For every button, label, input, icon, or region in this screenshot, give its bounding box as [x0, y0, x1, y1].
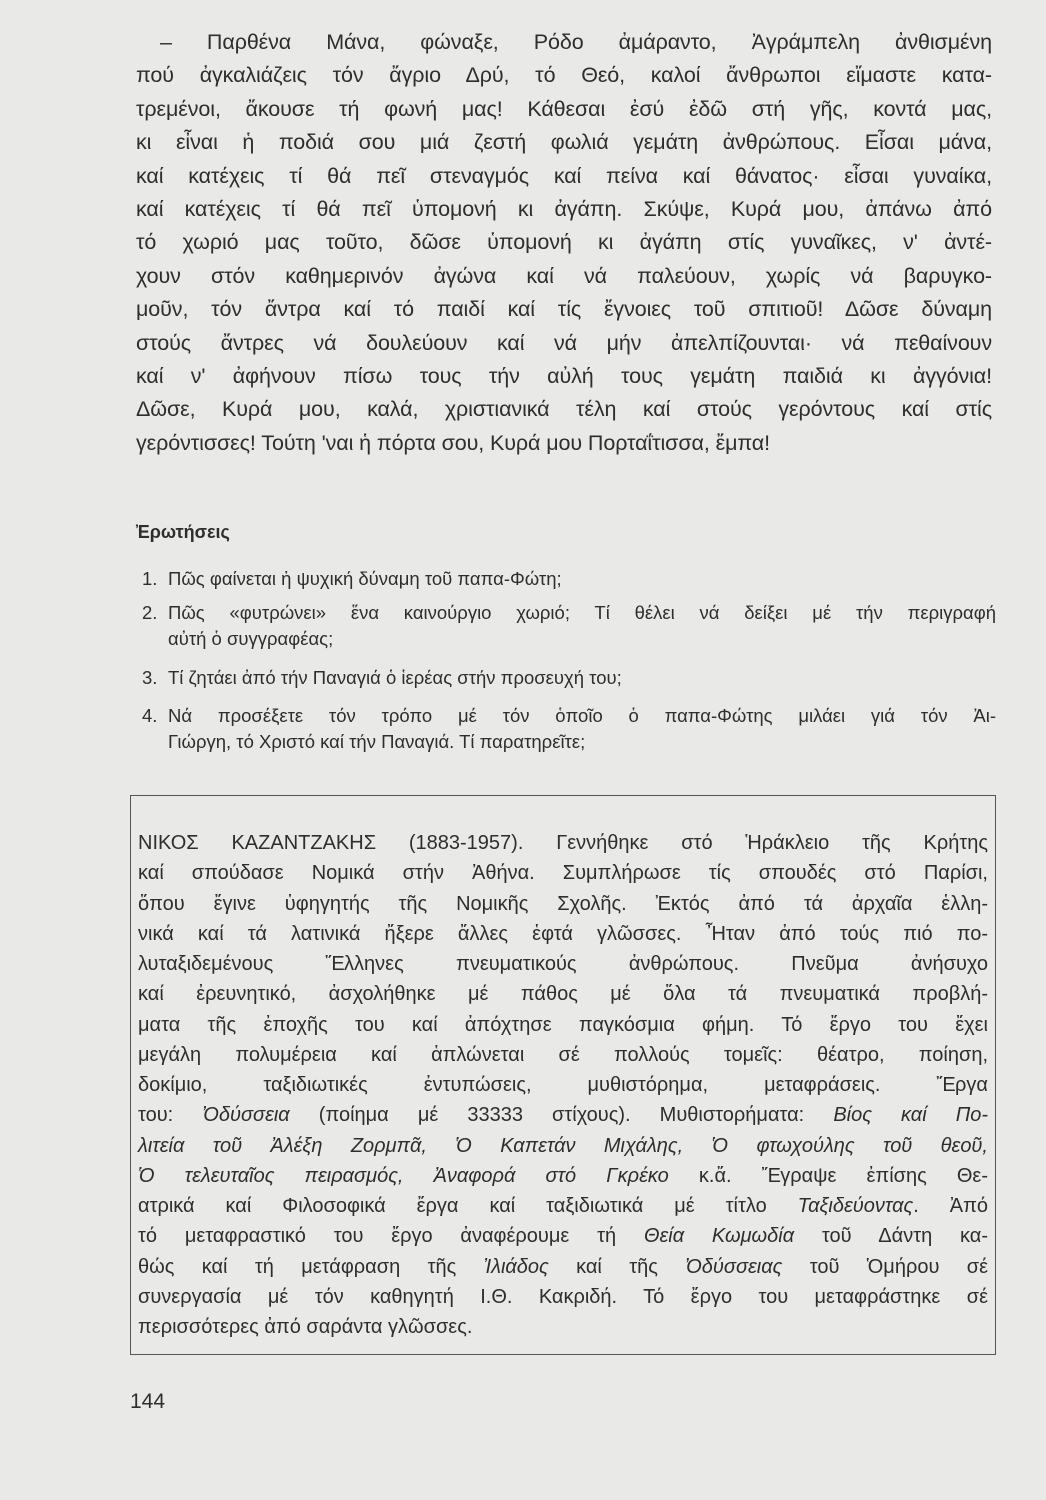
bio-text: μεγάλη πολυμέρεια καί ἁπλώνεται σέ πολλούς τομεῖς: θέατρο, ποίηση,: [138, 1043, 988, 1066]
bio-line: [138, 1135, 988, 1158]
text-line: Δῶσε, Κυρά μου, καλά, χριστιανικά τέλη καί στούς γερόντους καί στίς: [136, 397, 992, 422]
bio-line: [138, 1074, 988, 1097]
question-text: αὐτή ὁ συγγραφέας;: [168, 628, 334, 649]
question-text: Πῶς φαίνεται ἡ ψυχική δύναμη τοῦ παπα-Φώτη;: [168, 568, 562, 589]
text-line: τό χωριό μας τοῦτο, δῶσε ὑπομονή κι ἀγάπη στίς γυναῖκες, ν' ἀντέ-: [136, 230, 992, 255]
question-number: 1.: [142, 568, 158, 589]
bio-line: [138, 1316, 988, 1339]
bio-text: ὅπου ἔγινε ὑφηγητής τῆς Νομικῆς Σχολῆς. Ἐκτός ἀπό τά ἀρχαῖα ἑλλη-: [138, 892, 988, 915]
bio-line: [138, 1256, 988, 1279]
bio-text: δοκίμιο, ταξιδιωτικές ἐντυπώσεις, μυθιστόρημα, μεταφράσεις. Ἔργα: [138, 1074, 988, 1096]
bio-line: [138, 1104, 988, 1127]
bio-text: καί σπούδασε Νομικά στήν Ἀθήνα. Συμπλήρωσε τίς σπουδές στό Παρίσι,: [138, 862, 988, 885]
bio-line: [138, 983, 988, 1006]
work-title: Ἰλιάδος: [483, 1255, 549, 1278]
question-text: Τί ζητάει ἀπό τήν Παναγιά ὁ ἱερέας στήν προσευχή του;: [168, 667, 622, 688]
work-title: λιτεία τοῦ Ἀλέξη Ζορμπᾶ, Ὁ Καπετάν Μιχάλης, Ὁ φτωχούλης τοῦ θεοῦ,: [138, 1134, 988, 1157]
question-text: Γιώργη, τό Χριστό καί τήν Παναγιά. Τί παρατηρεῖτε;: [168, 731, 586, 752]
bio-text: κ.ἄ. Ἔγραψε ἐπίσης Θε-: [668, 1164, 988, 1187]
text-line: γερόντισσες! Τούτη 'ναι ἡ πόρτα σου, Κυρά μου Πορταΐτισσα, ἔμπα!: [136, 430, 771, 455]
bio-line: [138, 1195, 988, 1218]
work-title: Ὁ τελευταῖος πειρασμός, Ἀναφορά στό Γκρέκο: [138, 1164, 669, 1187]
bio-text: ατρικά καί Φιλοσοφικά ἔργα καί ταξιδιωτικά μέ τίτλο: [138, 1195, 798, 1217]
bio-line: [138, 1225, 988, 1248]
text-line: μοῦν, τόν ἄντρα καί τό παιδί καί τίς ἔγνοιες τοῦ σπιτιοῦ! Δῶσε δύναμη: [136, 297, 992, 322]
text-line: στούς ἄντρες νά δουλεύουν καί νά μήν ἀπελπίζουνται· νά πεθαίνουν: [136, 330, 992, 355]
text-line: κι εἶναι ἡ ποδιά σου μιά ζεστή φωλιά γεμάτη ἀνθρώπους. Εἶσαι μάνα,: [136, 130, 992, 155]
bio-line: [138, 832, 988, 855]
question-number: 3.: [142, 667, 158, 688]
bio-text: θώς καί τή μετάφραση τῆς: [138, 1255, 484, 1278]
work-title: Θεία Κωμωδία: [643, 1225, 795, 1248]
bio-line: [138, 1165, 988, 1188]
bio-text: περισσότερες ἀπό σαράντα γλῶσσες.: [138, 1316, 473, 1338]
work-title: Ταξιδεύοντας: [797, 1195, 914, 1217]
question-number: 4.: [142, 705, 158, 726]
question-text: Πῶς «φυτρώνει» ἕνα καινούργιο χωριό; Τί θέλει νά δείξει μέ τήν περιγραφή: [168, 602, 996, 623]
text-line: – Παρθένα Μάνα, φώναξε, Ρόδο ἀμάραντο, Ἀγράμπελη ἀνθισμένη: [160, 30, 992, 54]
bio-line: [138, 923, 988, 946]
work-title: Βίος καί Πο-: [833, 1104, 988, 1127]
question-text: Νά προσέξετε τόν τρόπο μέ τόν ὁποῖο ὁ παπα-Φώτης μιλάει γιά τόν Ἀι-: [168, 705, 996, 726]
bio-text: καί ἐρευνητικό, ἀσχολήθηκε μέ πάθος μέ ὅλα τά πνευματικά προβλή-: [138, 983, 988, 1006]
bio-text: . Ἀπό: [913, 1195, 988, 1217]
question-number: 2.: [142, 602, 158, 623]
bio-text: τοῦ Δάντη κα-: [794, 1225, 989, 1248]
questions-heading: Ἐρωτήσεις: [136, 522, 230, 542]
bio-line: [138, 1044, 988, 1067]
work-title: Ὀδύσσεια: [202, 1104, 290, 1127]
text-line: καί ν' ἀφήνουν πίσω τους τήν αὐλή τους γεμάτη παιδιά κι ἀγγόνια!: [136, 364, 992, 388]
bio-text: λυταξιδεμένους Ἕλληνες πνευματικούς ἀνθρώπους. Πνεῦμα ἀνήσυχο: [138, 953, 988, 975]
bio-line: [138, 893, 988, 916]
bio-line: [138, 953, 988, 976]
bio-text: ματα τῆς ἐποχῆς του καί ἀπόχτησε παγκόσμια φήμη. Τό ἔργο του ἔχει: [138, 1013, 988, 1036]
bio-text: του:: [138, 1104, 203, 1127]
bio-line: [138, 1286, 988, 1309]
work-title: Ὀδύσσειας: [685, 1255, 783, 1278]
text-line: τρεμένοι, ἄκουσε τή φωνή μας! Κάθεσαι ἐσύ ἐδῶ στή γῆς, κοντά μας,: [136, 96, 992, 121]
text-line: καί κατέχεις τί θά πεῖ στεναγμός καί πείνα καί θάνατος· εἶσαι γυναίκα,: [136, 163, 992, 188]
bio-text: νικά καί τά λατινικά ἤξερε ἄλλες ἑφτά γλῶσσες. Ἦταν ἀπό τούς πιό πο-: [138, 922, 988, 945]
text-line: πού ἀγκαλιάζεις τόν ἄγριο Δρύ, τό Θεό, καλοί ἄνθρωποι εἴμαστε κατα-: [136, 63, 992, 88]
bio-text: τοῦ Ὁμήρου σέ: [782, 1255, 989, 1278]
bio-line: [138, 1014, 988, 1037]
text-line: χουν στόν καθημερινόν ἀγώνα καί νά παλεύουν, χωρίς νά βαρυγκο-: [136, 263, 992, 288]
bio-text: ΝΙΚΟΣ ΚΑΖΑΝΤΖΑΚΗΣ (1883-1957). Γεννήθηκε στό Ἡράκλειο τῆς Κρήτης: [138, 832, 988, 854]
bio-text: συνεργασία μέ τόν καθηγητή Ι.Θ. Κακριδή. Τό ἔργο του μεταφράστηκε σέ: [138, 1285, 988, 1308]
bio-line: [138, 862, 988, 885]
text-line: καί κατέχεις τί θά πεῖ ὑπομονή κι ἀγάπη. Σκύψε, Κυρά μου, ἀπάνω ἀπό: [136, 197, 992, 221]
page-number: 144: [130, 1390, 166, 1413]
bio-text: τό μεταφραστικό του ἔργο ἀναφέρουμε τή: [138, 1225, 644, 1248]
bio-text: καί τῆς: [548, 1255, 686, 1278]
bio-text: (ποίημα μέ 33333 στίχους). Μυθιστορήματα:: [289, 1104, 834, 1127]
